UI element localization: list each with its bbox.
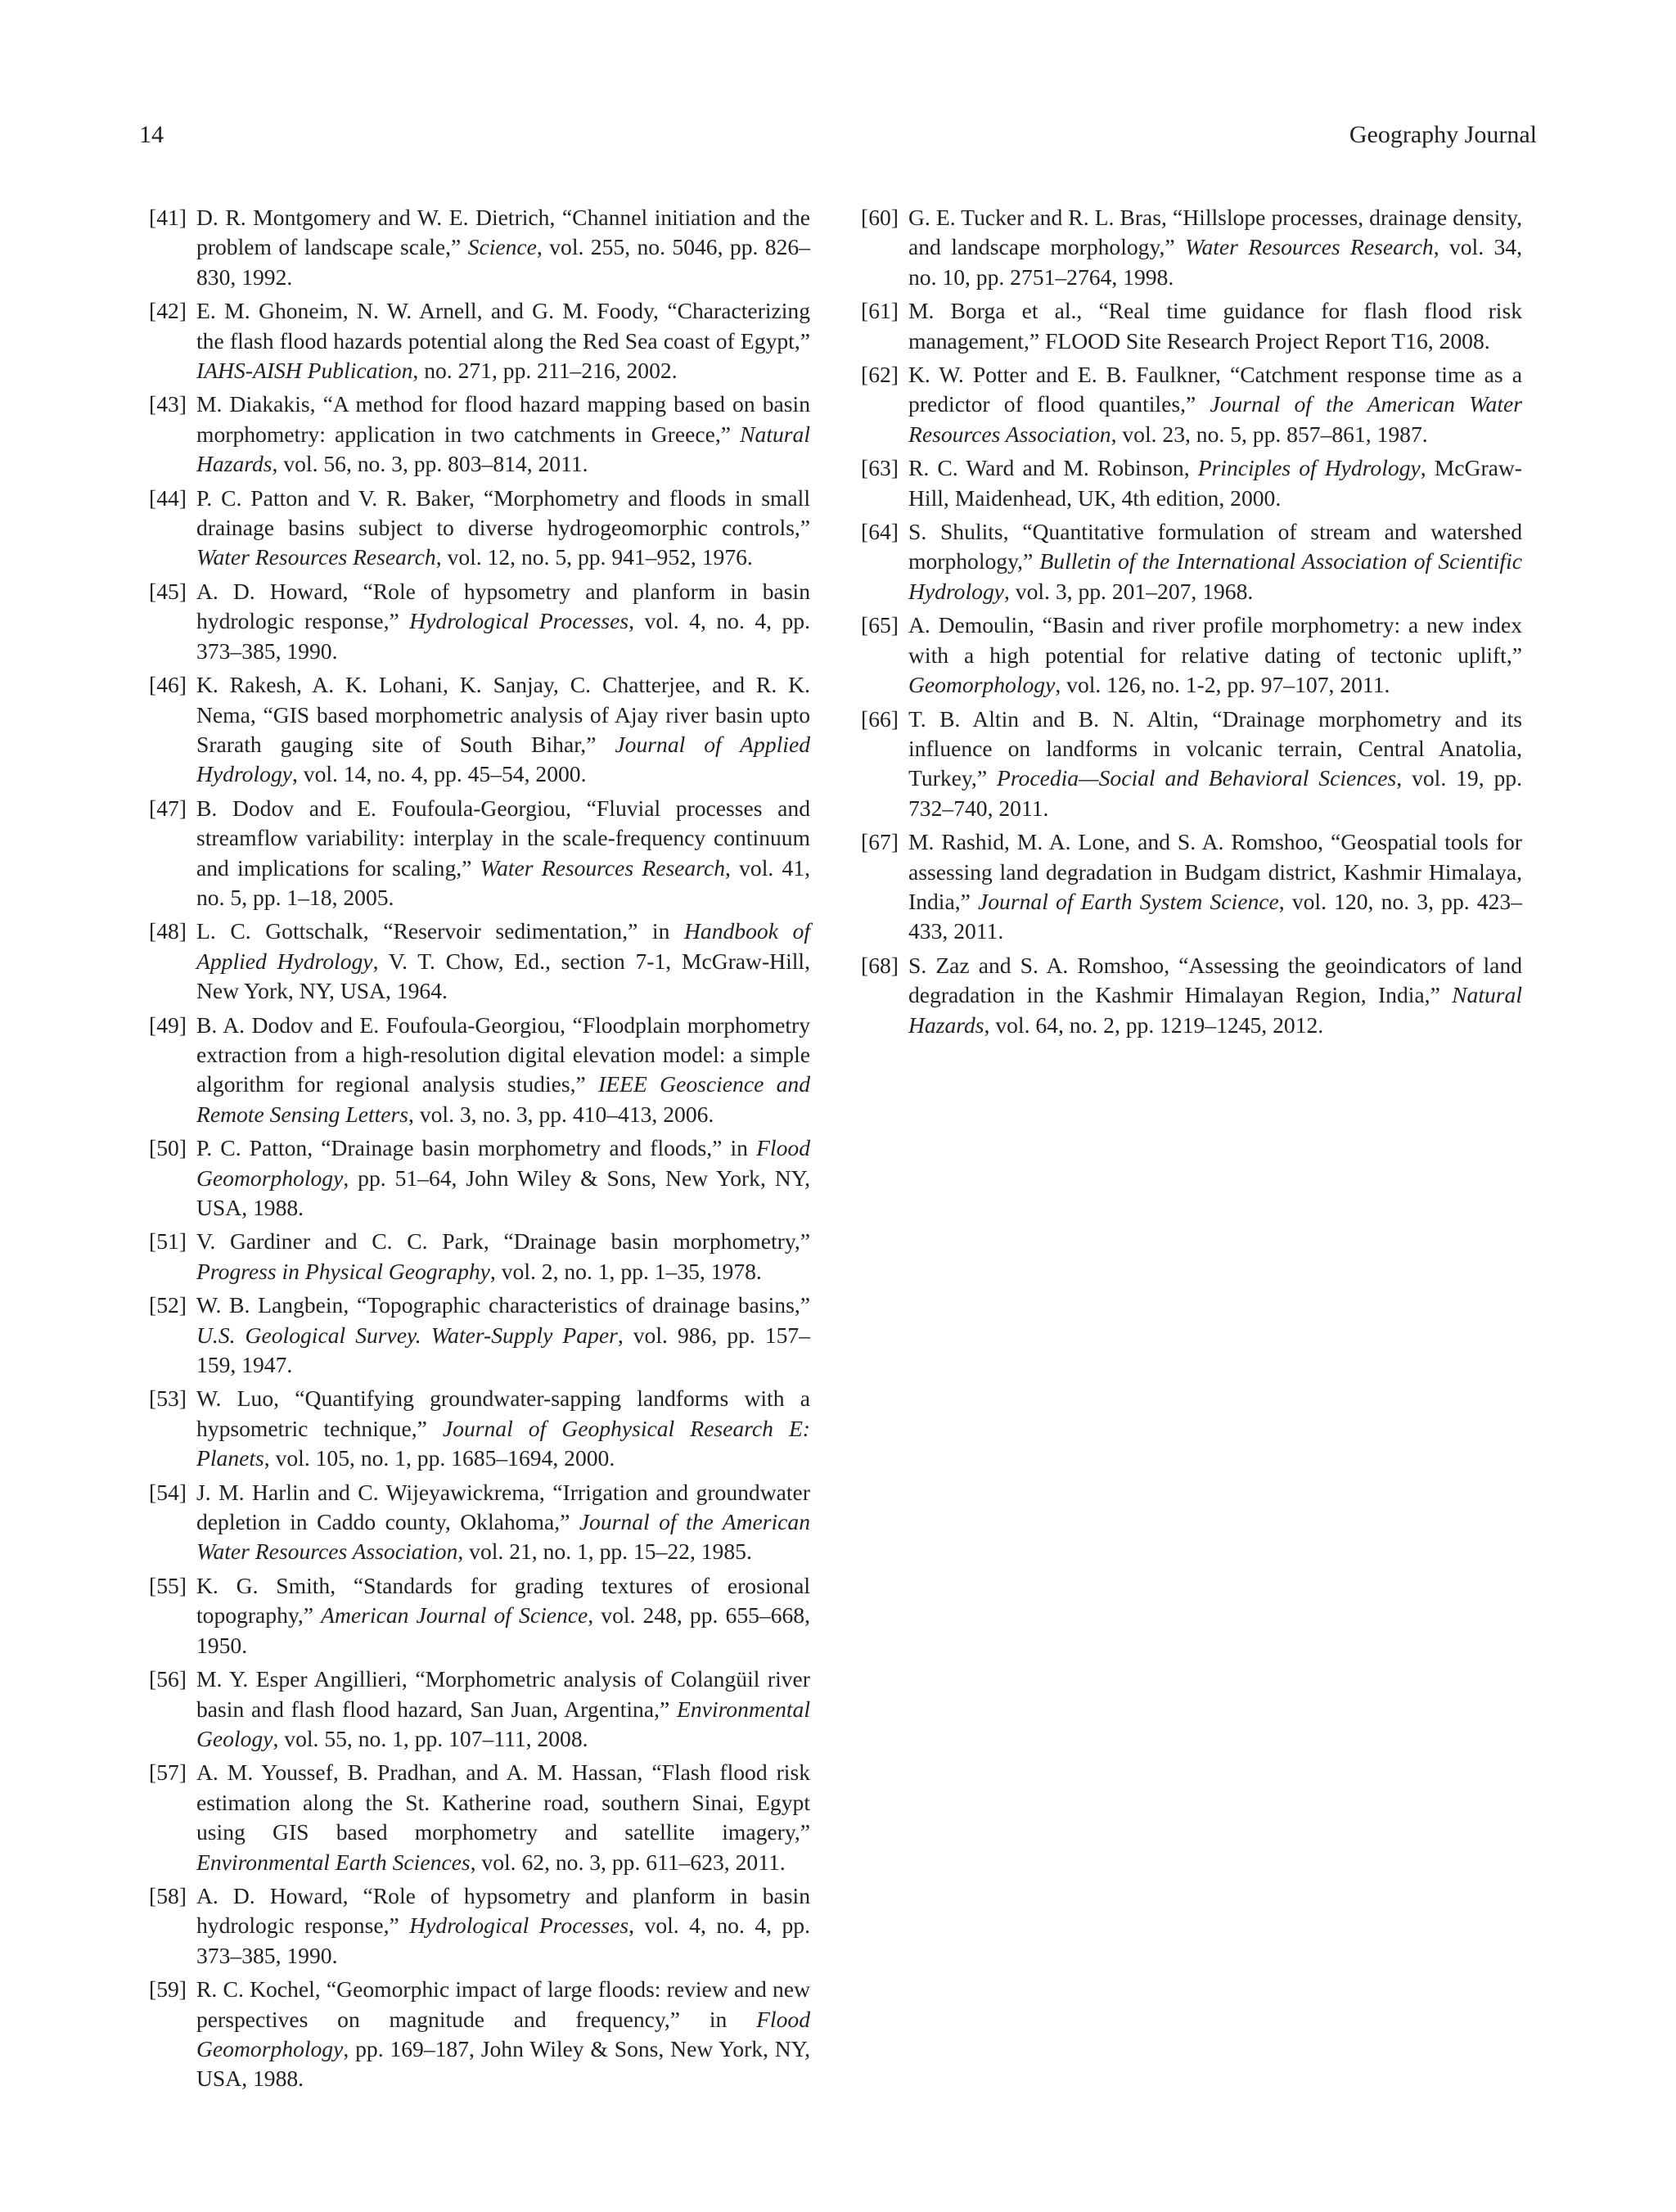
reference-item <box>139 1758 810 1877</box>
reference-number: [58] <box>149 1882 187 1908</box>
reference-source-title: Journal of Earth System Science <box>978 888 1279 914</box>
reference-source-title: U.S. Geological Survey. Water-Supply Paper <box>196 1322 618 1348</box>
reference-text <box>196 1011 810 1130</box>
reference-text-segment: A. Demoulin, “Basin and river profile morphometry: a new index with a high potential for relative dating of tectonic uplift,” <box>908 612 1522 668</box>
reference-text-segment: , vol. 126, no. 1-2, pp. 97–107, 2011. <box>1055 672 1390 698</box>
reference-number: [59] <box>149 1976 187 2003</box>
reference-source-title: Water Resources Research <box>196 544 436 570</box>
reference-source-title: Journal of the American Water Resources Association <box>908 391 1522 447</box>
reference-number: [47] <box>149 795 187 821</box>
reference-number: [52] <box>149 1292 187 1318</box>
reference-item <box>139 1011 810 1130</box>
reference-text-segment: , vol. 255, no. 5046, pp. 826–830, 1992. <box>196 234 810 290</box>
reference-text-segment: , vol. 2, no. 1, pp. 1–35, 1978. <box>489 1258 762 1284</box>
reference-number: [55] <box>149 1572 187 1598</box>
reference-item <box>139 794 810 913</box>
reference-text <box>908 296 1522 356</box>
reference-number: [64] <box>861 519 899 545</box>
reference-item <box>139 1384 810 1473</box>
reference-text-segment: M. Borga et al., “Real time guidance for flash flood risk management,” FLOOD Site Research Project Report T16, 2008. <box>908 298 1522 354</box>
reference-number: [44] <box>149 484 187 511</box>
reference-text-segment: , vol. 19, pp. 732–740, 2011. <box>908 765 1523 821</box>
reference-item <box>139 1975 810 2094</box>
reference-text <box>196 484 810 573</box>
reference-text-segment: W. B. Langbein, “Topographic characteristics of drainage basins,” <box>196 1292 810 1318</box>
reference-source-title: Natural Hazards <box>196 421 810 477</box>
reference-text <box>196 917 810 1006</box>
reference-source-title: Bulletin of the International Association of Scientific Hydrology <box>908 548 1522 604</box>
reference-text-segment: , vol. 3, no. 3, pp. 410–413, 2006. <box>408 1101 714 1127</box>
reference-text <box>908 453 1522 513</box>
reference-text <box>196 390 810 479</box>
reference-source-title: Geomorphology <box>908 672 1056 698</box>
reference-text-segment: B. A. Dodov and E. Foufoula-Georgiou, “Floodplain morphometry extraction from a high-resolution digital elevation model: a simple algorithm for regional analysis studies,” <box>196 1011 810 1097</box>
reference-item <box>139 390 810 479</box>
reference-source-title: Progress in Physical Geography <box>196 1258 490 1284</box>
reference-text-segment: M. Y. Esper Angillieri, “Morphometric analysis of Colangüil river basin and flash flood hazard, San Juan, Argentina,” <box>196 1666 810 1722</box>
reference-text-segment: V. Gardiner and C. C. Park, “Drainage basin morphometry,” <box>196 1228 810 1255</box>
reference-item <box>139 296 810 385</box>
reference-item <box>139 1571 810 1660</box>
reference-text <box>908 951 1522 1040</box>
reference-text-segment: S. Zaz and S. A. Romshoo, “Assessing the geoindicators of land degradation in the Kashmir Himalayan Region, India,” <box>908 952 1522 1008</box>
reference-text <box>196 577 810 666</box>
reference-number: [43] <box>149 391 187 417</box>
reference-source-title: Science <box>467 234 537 260</box>
reference-text <box>908 705 1522 824</box>
reference-text <box>196 296 810 385</box>
reference-text <box>196 203 810 292</box>
reference-text-segment: , McGraw-Hill, Maidenhead, UK, 4th edition, 2000. <box>908 455 1523 511</box>
reference-number: [67] <box>861 829 899 855</box>
reference-number: [54] <box>149 1479 187 1505</box>
reference-text <box>196 1133 810 1223</box>
reference-source-title: Environmental Geology <box>196 1696 810 1751</box>
reference-item <box>139 1291 810 1380</box>
reference-text-segment: K. Rakesh, A. K. Lohani, K. Sanjay, C. Chatterjee, and R. K. Nema, “GIS based morphometric analysis of Ajay river basin upto Srarath gauging site of South Bihar,” <box>196 672 810 757</box>
reference-text-segment: B. Dodov and E. Foufoula-Georgiou, “Fluvial processes and streamflow variability: interplay in the scale-frequency continuum and implications for scaling,” <box>196 795 810 881</box>
reference-text-segment: S. Shulits, “Quantitative formulation of stream and watershed morphology,” <box>908 519 1522 574</box>
reference-text-segment: P. C. Patton, “Drainage basin morphometry and floods,” in <box>196 1135 757 1161</box>
reference-item <box>139 577 810 666</box>
reference-text <box>196 1384 810 1473</box>
reference-item <box>139 1227 810 1286</box>
reference-item <box>851 296 1522 356</box>
reference-item <box>851 951 1522 1040</box>
reference-text <box>908 517 1522 606</box>
reference-text-segment: , V. T. Chow, Ed., section 7-1, McGraw-Hill, New York, NY, USA, 1964. <box>196 948 811 1004</box>
reference-number: [46] <box>149 672 187 698</box>
reference-text-segment: , vol. 14, no. 4, pp. 45–54, 2000. <box>292 761 587 787</box>
reference-text-segment: , no. 271, pp. 211–216, 2002. <box>412 358 678 384</box>
reference-source-title: Journal of Applied Hydrology <box>196 731 810 787</box>
reference-text-segment: , vol. 64, no. 2, pp. 1219–1245, 2012. <box>984 1011 1324 1038</box>
reference-item <box>139 670 810 790</box>
reference-number: [45] <box>149 578 187 604</box>
reference-text-segment: K. W. Potter and E. B. Faulkner, “Catchment response time as a predictor of flood quantiles,” <box>908 362 1522 417</box>
reference-text-segment: , vol. 23, no. 5, pp. 857–861, 1987. <box>1111 421 1428 447</box>
reference-text <box>196 1478 810 1567</box>
reference-number: [61] <box>861 298 899 324</box>
reference-source-title: Journal of Geophysical Research E: Planets <box>196 1415 810 1471</box>
reference-source-title: Environmental Earth Sciences <box>196 1849 471 1875</box>
reference-number: [50] <box>149 1135 187 1161</box>
reference-item <box>139 1665 810 1754</box>
reference-source-title: Flood Geomorphology <box>196 1135 810 1191</box>
reference-number: [63] <box>861 455 899 481</box>
reference-number: [42] <box>149 298 187 324</box>
reference-number: [57] <box>149 1759 187 1786</box>
reference-text-segment: A. D. Howard, “Role of hypsometry and planform in basin hydrologic response,” <box>196 1882 810 1939</box>
reference-text <box>908 360 1522 449</box>
reference-text-segment: , vol. 21, no. 1, pp. 15–22, 1985. <box>457 1538 752 1565</box>
reference-item <box>851 203 1522 292</box>
reference-item <box>139 203 810 292</box>
reference-item <box>851 827 1522 947</box>
reference-text-segment: , vol. 12, no. 5, pp. 941–952, 1976. <box>435 544 753 570</box>
reference-number: [49] <box>149 1011 187 1038</box>
reference-number: [68] <box>861 952 899 978</box>
reference-source-title: Natural Hazards <box>908 982 1522 1038</box>
reference-text-segment: , vol. 41, no. 5, pp. 1–18, 2005. <box>196 854 810 910</box>
reference-text-segment: , pp. 169–187, John Wiley & Sons, New York, NY, USA, 1988. <box>196 2035 810 2092</box>
reference-source-title: Water Resources Research <box>480 854 725 881</box>
reference-text-segment: , vol. 105, no. 1, pp. 1685–1694, 2000. <box>264 1445 615 1471</box>
reference-text <box>196 1227 810 1286</box>
reference-text <box>908 203 1522 292</box>
reference-item <box>851 705 1522 824</box>
reference-number: [56] <box>149 1666 187 1692</box>
reference-number: [62] <box>861 362 899 388</box>
reference-text-segment: , vol. 62, no. 3, pp. 611–623, 2011. <box>470 1849 786 1875</box>
reference-text-segment: , vol. 4, no. 4, pp. 373–385, 1990. <box>196 608 811 664</box>
reference-number: [51] <box>149 1228 187 1255</box>
reference-text-segment: , vol. 55, no. 1, pp. 107–111, 2008. <box>273 1725 588 1751</box>
reference-text <box>196 1571 810 1660</box>
reference-text-segment: , vol. 986, pp. 157–159, 1947. <box>196 1322 810 1378</box>
reference-text <box>196 794 810 913</box>
reference-text-segment: P. C. Patton and V. R. Baker, “Morphometry and floods in small drainage basins subject to diverse hydrogeomorphic controls,” <box>196 484 810 541</box>
reference-source-title: Procedia—Social and Behavioral Sciences <box>996 765 1397 791</box>
reference-text-segment: D. R. Montgomery and W. E. Dietrich, “Channel initiation and the problem of landscape scale,” <box>196 205 810 260</box>
reference-item <box>851 453 1522 513</box>
reference-source-title: Hydrological Processes <box>409 608 629 634</box>
reference-text-segment: J. M. Harlin and C. Wijeyawickrema, “Irrigation and groundwater depletion in Caddo county, Oklahoma,” <box>196 1479 810 1535</box>
reference-text-segment: M. Rashid, M. A. Lone, and S. A. Romshoo, “Geospatial tools for assessing land degradation in Budgam district, Kashmir Himalaya, India,” <box>908 829 1522 914</box>
reference-text-segment: M. Diakakis, “A method for flood hazard mapping based on basin morphometry: application in two catchments in Greece,” <box>196 391 810 447</box>
reference-text <box>196 1758 810 1877</box>
reference-text-segment: , vol. 248, pp. 655–668, 1950. <box>196 1602 810 1658</box>
reference-text-segment: R. C. Kochel, “Geomorphic impact of large floods: review and new perspectives on magnitude and frequency,” in <box>196 1976 810 2032</box>
reference-number: [41] <box>149 205 187 230</box>
reference-text-segment: G. E. Tucker and R. L. Bras, “Hillslope processes, drainage density, and landscape morphology,” <box>908 205 1522 260</box>
reference-text <box>196 1665 810 1754</box>
reference-text-segment: A. D. Howard, “Role of hypsometry and planform in basin hydrologic response,” <box>196 578 810 634</box>
reference-text-segment: A. M. Youssef, B. Pradhan, and A. M. Hassan, “Flash flood risk estimation along the St. Katherine road, southern Sinai, Egypt using GIS based morphometry and satellite imagery,” <box>196 1759 810 1845</box>
reference-text-segment: E. M. Ghoneim, N. W. Arnell, and G. M. Foody, “Characterizing the flash flood hazards potential along the Red Sea coast of Egypt,” <box>196 298 810 354</box>
reference-number: [65] <box>861 612 899 638</box>
reference-text <box>908 610 1522 700</box>
reference-item <box>851 517 1522 606</box>
reference-source-title: American Journal of Science <box>321 1602 588 1629</box>
reference-text-segment: K. G. Smith, “Standards for grading textures of erosional topography,” <box>196 1572 810 1629</box>
references-column-right <box>851 203 1522 1044</box>
reference-text <box>196 1881 810 1971</box>
reference-source-title: Water Resources Research <box>1185 234 1434 260</box>
reference-text <box>908 827 1522 947</box>
reference-source-title: Principles of Hydrology <box>1197 455 1421 481</box>
reference-text-segment: T. B. Altin and B. N. Altin, “Drainage morphometry and its influence on landforms in volcanic terrain, Central Anatolia, Turkey,” <box>908 705 1522 791</box>
reference-text-segment: W. Luo, “Quantifying groundwater-sapping landforms with a hypsometric technique,” <box>196 1385 810 1441</box>
reference-item <box>139 484 810 573</box>
page-number: 14 <box>139 121 164 148</box>
reference-text-segment: , vol. 34, no. 10, pp. 2751–2764, 1998. <box>908 234 1522 290</box>
reference-text-segment: , pp. 51–64, John Wiley & Sons, New York, NY, USA, 1988. <box>196 1165 810 1220</box>
reference-item <box>851 610 1522 700</box>
reference-item <box>139 917 810 1006</box>
reference-number: [60] <box>861 205 899 230</box>
page-header <box>139 120 1537 150</box>
reference-item <box>139 1881 810 1971</box>
reference-text <box>196 1975 810 2094</box>
reference-text <box>196 670 810 790</box>
reference-number: [48] <box>149 918 187 944</box>
references-column-left <box>139 203 810 2098</box>
reference-text-segment: , vol. 4, no. 4, pp. 373–385, 1990. <box>196 1912 811 1968</box>
reference-source-title: Flood Geomorphology <box>196 2006 810 2061</box>
reference-text <box>196 1291 810 1380</box>
reference-text-segment: , vol. 3, pp. 201–207, 1968. <box>1004 578 1254 604</box>
reference-source-title: Hydrological Processes <box>409 1912 629 1939</box>
reference-text-segment: , vol. 56, no. 3, pp. 803–814, 2011. <box>272 451 588 477</box>
reference-number: [53] <box>149 1385 187 1412</box>
reference-text-segment: L. C. Gottschalk, “Reservoir sedimentation,” in <box>196 918 684 944</box>
reference-text-segment: , vol. 120, no. 3, pp. 423–433, 2011. <box>908 888 1522 944</box>
reference-item <box>139 1478 810 1567</box>
journal-title: Geography Journal <box>1349 121 1537 148</box>
reference-source-title: Journal of the American Water Resources Association <box>196 1509 810 1565</box>
reference-source-title: Handbook of Applied Hydrology <box>196 918 810 974</box>
reference-source-title: IAHS-AISH Publication <box>196 358 413 384</box>
reference-source-title: IEEE Geoscience and Remote Sensing Letters <box>196 1071 811 1127</box>
reference-item <box>139 1133 810 1223</box>
reference-number: [66] <box>861 705 899 732</box>
reference-text-segment: R. C. Ward and M. Robinson, <box>908 455 1198 481</box>
reference-item <box>851 360 1522 449</box>
